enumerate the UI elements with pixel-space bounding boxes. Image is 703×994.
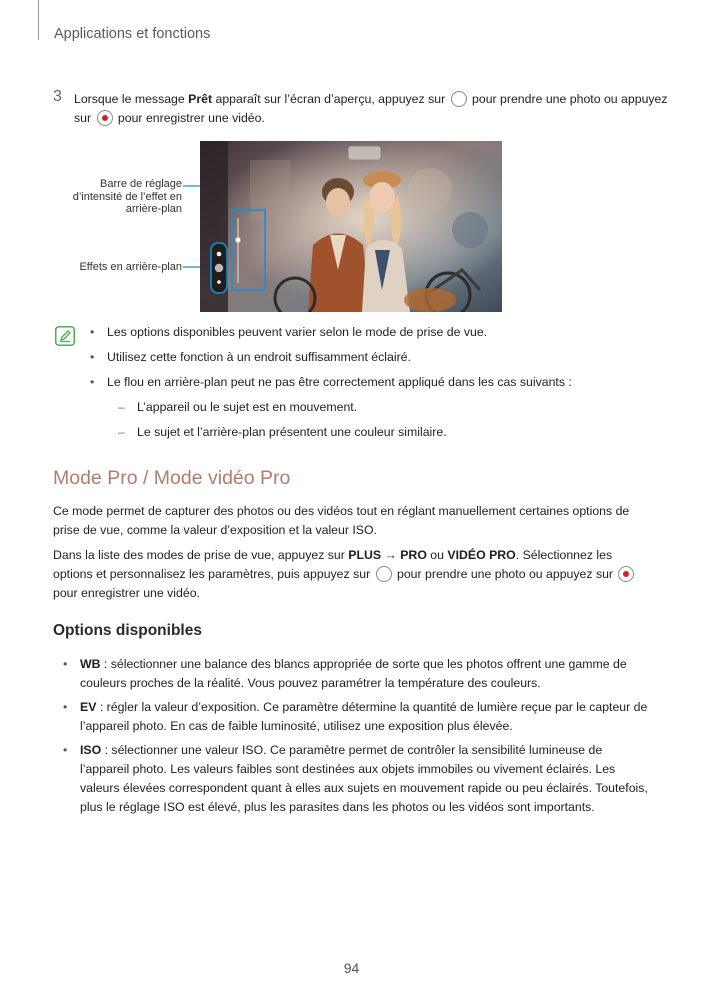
options-title: Options disponibles	[53, 622, 202, 639]
effect-option-icon	[217, 252, 222, 257]
note-bullet: • Le flou en arrière-plan peut ne pas être correctement appliqué dans les cas suivants :	[90, 375, 572, 389]
step-text-1: Lorsque le message	[74, 92, 189, 106]
step-text-2: apparaît sur l’écran d’aperçu, appuyez sur	[212, 92, 449, 106]
note-sub-text: L’appareil ou le sujet est en mouvement.	[137, 400, 358, 414]
photo-preview	[200, 141, 502, 314]
pro-label: PRO	[400, 548, 427, 562]
label-intensity-slider: Barre de réglage d’intensité de l’effet en arrière-plan	[72, 178, 182, 215]
section-paragraph-2	[53, 546, 643, 603]
note-bullet: • Utilisez cette fonction à un endroit suffisamment éclairé.	[90, 350, 411, 364]
record-icon	[97, 110, 113, 126]
option-key: EV	[80, 700, 97, 714]
option-key: WB	[80, 657, 101, 671]
note-icon	[55, 326, 75, 346]
section-title: Mode Pro / Mode vidéo Pro	[53, 467, 291, 489]
step-number: 3	[53, 88, 62, 105]
note-bullet-text: Le flou en arrière-plan peut ne pas être correctement appliqué dans les cas suivants :	[107, 375, 572, 389]
option-item: • ISO : sélectionner une valeur ISO. Ce paramètre permet de contrôler la sensibilité lumineuse de l’appareil photo. Les valeurs faibles sont destinées aux objets immobiles ou vivement éclairés. Les valeurs élevées correspondent quant à elles aux sujets en mouvement rapide ou peu éclairés. Toutefois, plus le réglage ISO est élevé, plus les parasites dans les photos ou les vidéos sont importants.	[63, 743, 648, 814]
step-text-4: pour enregistrer une vidéo.	[114, 111, 265, 125]
step-text	[74, 90, 674, 128]
option-text: : sélectionner une valeur ISO. Ce paramètre permet de contrôler la sensibilité lumineuse de l’appareil photo. Les valeurs faibles sont destinées aux objets immobiles ou vivement éclairés. Les valeurs élevées correspondent quant à elles aux sujets en mouvement rapide ou peu éclairés. Toutefois, plus le réglage ISO est élevé, plus les parasites dans les photos ou les vidéos sont importants.	[80, 743, 648, 814]
step-text-3: pour prendre une photo ou appuyez sur	[74, 92, 668, 125]
para2-text-c: pour prendre une photo ou appuyez sur	[393, 567, 617, 581]
step-bold: Prêt	[188, 92, 213, 106]
para2-text-a: Dans la liste des modes de prise de vue, appuyez sur	[53, 548, 349, 562]
page-number: 94	[343, 960, 360, 976]
shutter-icon	[451, 91, 467, 107]
record-icon	[618, 566, 634, 582]
effect-option-icon	[217, 280, 221, 284]
para2-text-d: pour enregistrer une vidéo.	[53, 586, 200, 600]
option-text: : sélectionner une balance des blancs appropriée de sorte que les photos offrent une gamme de couleurs proches de la réalité. Vous pouvez paramétrer la température des couleurs.	[80, 657, 627, 690]
shutter-icon	[376, 566, 392, 582]
plus-label: PLUS	[348, 548, 382, 562]
page-header: Applications et fonctions	[54, 26, 211, 42]
video-pro-label: VIDÉO PRO	[447, 548, 516, 562]
arrow-text: →	[381, 548, 401, 562]
intensity-slider-thumb	[235, 237, 240, 242]
para2-text-b: . Sélectionnez les options et personnalisez les paramètres, puis appuyez sur	[53, 548, 613, 581]
note-sub-item: – Le sujet et l’arrière-plan présentent une couleur similaire.	[118, 425, 447, 439]
note-sub-text: Le sujet et l’arrière-plan présentent une couleur similaire.	[137, 425, 447, 439]
section-paragraph-1: Ce mode permet de capturer des photos ou des vidéos tout en réglant manuellement certaines options de prise de vue, comme la valeur d’exposition et la valeur ISO.	[53, 504, 630, 537]
option-text: : régler la valeur d’exposition. Ce paramètre détermine la quantité de lumière reçue par le capteur de l’appareil photo. En cas de faible luminosité, utilisez une exposition plus élevée.	[80, 700, 648, 733]
note-bullet-text: Utilisez cette fonction à un endroit suffisamment éclairé.	[107, 350, 411, 364]
or-text: ou	[426, 548, 448, 562]
note-bullet: • Les options disponibles peuvent varier selon le mode de prise de vue.	[90, 325, 488, 339]
label-background-effects: Effets en arrière-plan	[79, 261, 182, 273]
option-item: • EV : régler la valeur d’exposition. Ce paramètre détermine la quantité de lumière reçue par le capteur de l’appareil photo. En cas de faible luminosité, utilisez une exposition plus élevée.	[63, 700, 648, 733]
camera-preview-figure	[180, 140, 505, 314]
option-key: ISO	[80, 743, 102, 757]
effect-option-icon	[215, 264, 223, 272]
note-bullet-text: Les options disponibles peuvent varier selon le mode de prise de vue.	[107, 325, 488, 339]
option-item: • WB : sélectionner une balance des blancs appropriée de sorte que les photos offrent une gamme de couleurs proches de la réalité. Vous pouvez paramétrer la température des couleurs.	[63, 657, 627, 690]
header-rule	[38, 0, 39, 40]
note-sub-item: – L’appareil ou le sujet est en mouvement.	[118, 400, 358, 414]
